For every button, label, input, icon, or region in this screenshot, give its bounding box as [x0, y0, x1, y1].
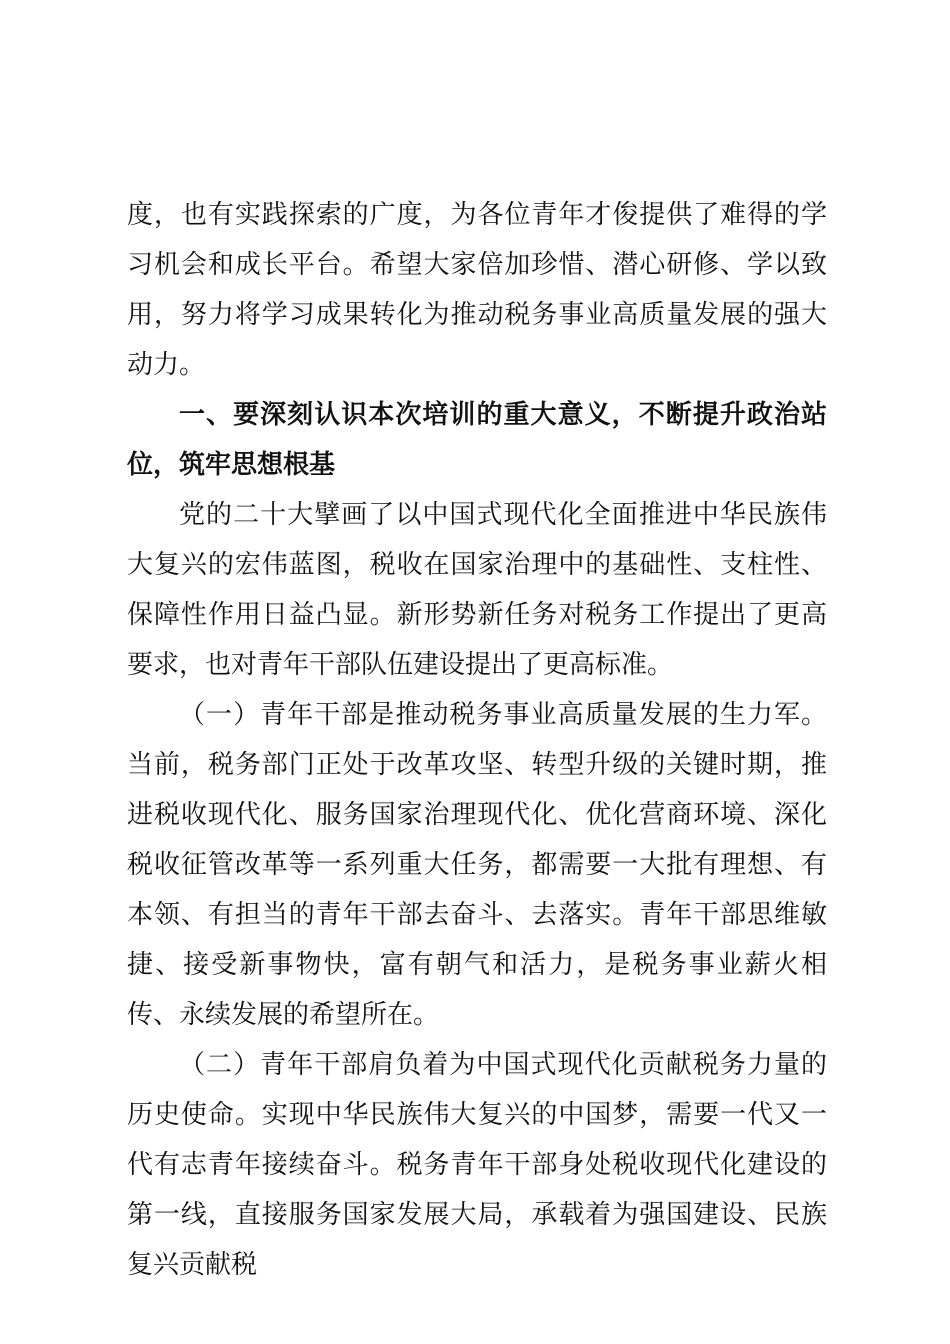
section-heading-1: 一、要深刻认识本次培训的重大意义，不断提升政治站位，筑牢思想根基	[127, 400, 827, 480]
document-body	[127, 190, 827, 1290]
paragraph-continuation: 度，也有实践探索的广度，为各位青年才俊提供了难得的学习机会和成长平台。希望大家倍加珍惜、潜心研修、学以致用，努力将学习成果转化为推动税务事业高质量发展的强大动力。	[127, 200, 827, 380]
paragraph-point-1: （一）青年干部是推动税务事业高质量发展的生力军。当前，税务部门正处于改革攻坚、转型升级的关键时期，推进税收现代化、服务国家治理现代化、优化营商环境、深化税收征管改革等一系列重大任务，都需要一大批有理想、有本领、有担当的青年干部去奋斗、去落实。青年干部思维敏捷、接受新事物快，富有朝气和活力，是税务事业薪火相传、永续发展的希望所在。	[127, 700, 827, 1030]
paragraph-section-intro: 党的二十大擘画了以中国式现代化全面推进中华民族伟大复兴的宏伟蓝图，税收在国家治理中的基础性、支柱性、保障性作用日益凸显。新形势新任务对税务工作提出了更高要求，也对青年干部队伍建设提出了更高标准。	[127, 500, 827, 680]
paragraph-point-2: （二）青年干部肩负着为中国式现代化贡献税务力量的历史使命。实现中华民族伟大复兴的中国梦，需要一代又一代有志青年接续奋斗。税务青年干部身处税收现代化建设的第一线，直接服务国家发展大局，承载着为强国建设、民族复兴贡献税	[127, 1050, 827, 1280]
